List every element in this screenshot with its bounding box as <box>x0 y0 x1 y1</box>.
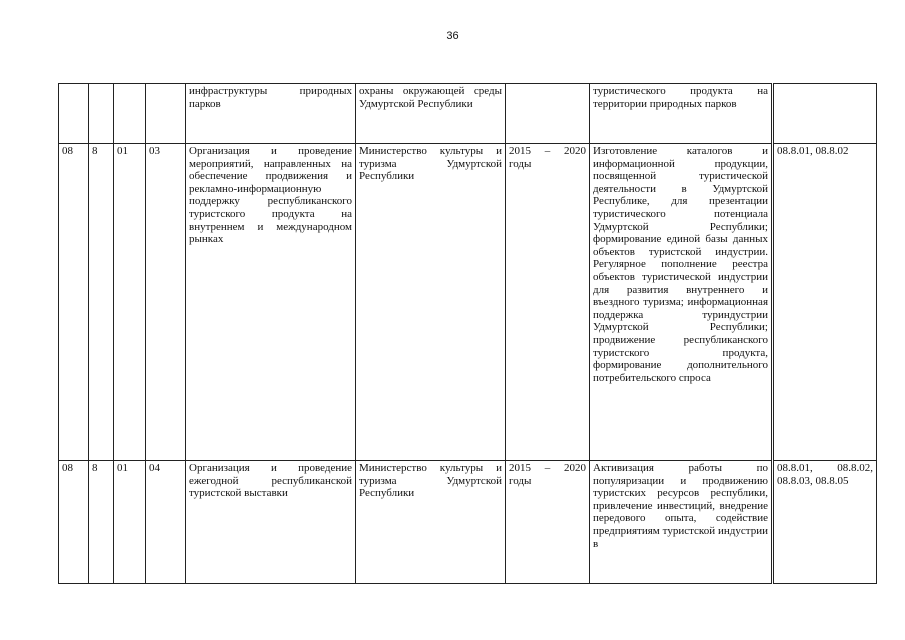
table-row <box>59 144 877 461</box>
code-cell: 03 <box>146 144 186 461</box>
result-cell: туристического продукта на территории природных парков <box>590 84 773 144</box>
activity-cell: Организация и проведение мероприятий, направленных на обеспечение продвижения и рекламно-информационную поддержку республиканского туристского продукта на внутреннем и международном рынках <box>186 144 356 461</box>
result-cell: Изготовление каталогов и информационной продукции, посвященной туристической деятельности в Удмуртской Республике, для презентации туристического потенциала Удмуртской Республики; формирование единой базы данных объектов туристской индустрии. Регулярное пополнение реестра объектов туристической индустрии для развития внутреннего и въездного туризма; информационная поддержка туриндустрии Удмуртской Республики; продвижение республиканского туристского продукта, формирование дополнительного потребительского спроса <box>590 144 773 461</box>
result-cell: Активизация работы по популяризации и продвижению туристских ресурсов республики, привлечение инвестиций, внедрение передового опыта, содействие предприятиям туристской индустрии в <box>590 461 773 584</box>
code-cell <box>59 84 89 144</box>
indicators-cell: 08.8.01, 08.8.02 <box>773 144 877 461</box>
code-cell: 8 <box>89 461 114 584</box>
code-cell: 01 <box>114 461 146 584</box>
code-cell: 04 <box>146 461 186 584</box>
code-cell <box>146 84 186 144</box>
indicators-cell <box>773 84 877 144</box>
period-cell: 2015 – 2020 годы <box>506 144 590 461</box>
program-activities-table <box>58 83 877 584</box>
table-row <box>59 461 877 584</box>
period-cell <box>506 84 590 144</box>
code-cell <box>114 84 146 144</box>
indicators-cell: 08.8.01, 08.8.02, 08.8.03, 08.8.05 <box>773 461 877 584</box>
code-cell <box>89 84 114 144</box>
executor-cell: Министерство культуры и туризма Удмуртской Республики <box>356 461 506 584</box>
activity-cell: инфраструктуры природных парков <box>186 84 356 144</box>
code-cell: 8 <box>89 144 114 461</box>
period-cell: 2015 – 2020 годы <box>506 461 590 584</box>
page-number: 36 <box>446 30 459 42</box>
code-cell: 01 <box>114 144 146 461</box>
table-row <box>59 84 877 144</box>
activity-cell: Организация и проведение ежегодной республиканской туристской выставки <box>186 461 356 584</box>
executor-cell: Министерство культуры и туризма Удмуртской Республики <box>356 144 506 461</box>
code-cell: 08 <box>59 144 89 461</box>
code-cell: 08 <box>59 461 89 584</box>
executor-cell: охраны окружающей среды Удмуртской Республики <box>356 84 506 144</box>
